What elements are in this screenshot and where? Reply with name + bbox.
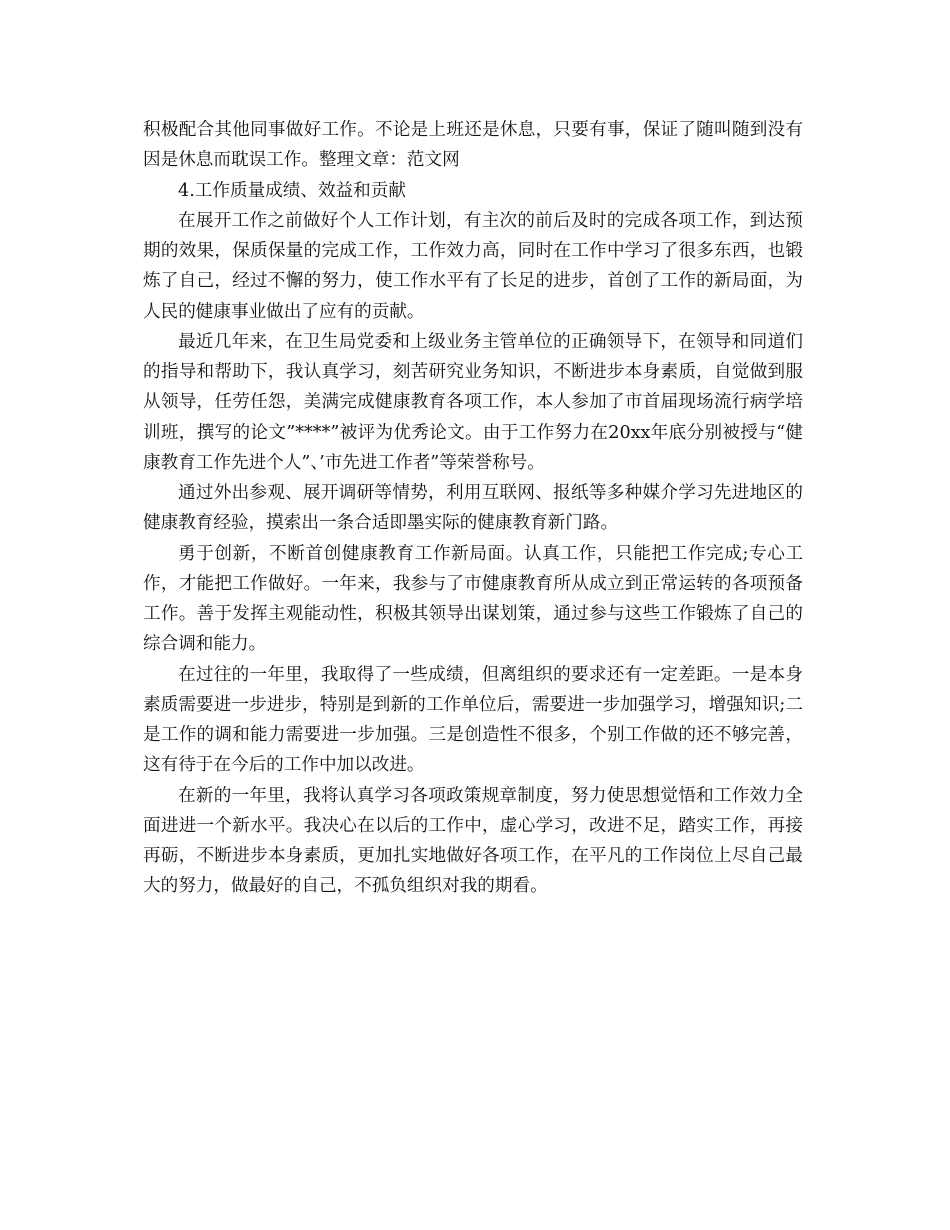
- paragraph: 通过外出参观、展开调研等情势，利用互联网、报纸等多种媒介学习先进地区的健康教育经验，摸索出一条合适即墨实际的健康教育新门路。: [143, 483, 803, 534]
- paragraph: 勇于创新，不断首创健康教育工作新局面。认真工作，只能把工作完成;专心工作，才能把工作做好。一年来，我参与了市健康教育所从成立到正常运转的各项预备工作。善于发挥主观能动性，积极其领导出谋划策，通过参与这些工作锻炼了自己的综合调和能力。: [143, 543, 803, 655]
- paragraph: 在展开工作之前做好个人工作计划，有主次的前后及时的完成各项工作，到达预期的效果，保质保量的完成工作，工作效力高，同时在工作中学习了很多东西，也锻炼了自己，经过不懈的努力，使工作水平有了长足的进步，首创了工作的新局面，为人民的健康事业做出了应有的贡献。: [143, 210, 803, 322]
- paragraph: 在过往的一年里，我取得了一些成绩，但离组织的要求还有一定差距。一是本身素质需要进一步进步，特别是到新的工作单位后，需要进一步加强学习，增强知识;二是工作的调和能力需要进一步加强。三是创造性不很多，个别工作做的还不够完善，这有待于在今后的工作中加以改进。: [143, 664, 803, 776]
- paragraph: 最近几年来，在卫生局党委和上级业务主管单位的正确领导下，在领导和同道们的指导和帮助下，我认真学习，刻苦研究业务知识，不断进步本身素质，自觉做到服从领导，任劳任怨，美满完成健康教育各项工作，本人参加了市首届现场流行病学培训班，撰写的论文”****”被评为优秀论文。由于工作努力在20xx年底分别被授与“健康教育工作先进个人”、’市先进工作者”等荣誉称号。: [143, 331, 803, 473]
- paragraph: 在新的一年里，我将认真学习各项政策规章制度，努力使思想觉悟和工作效力全面进进一个新水平。我决心在以后的工作中，虚心学习，改进不足，踏实工作，再接再砺，不断进步本身素质，更加扎实地做好各项工作，在平凡的工作岗位上尽自己最大的努力，做最好的自己，不孤负组织对我的期看。: [143, 785, 803, 897]
- paragraph-continuation: 积极配合其他同事做好工作。不论是上班还是休息，只要有事，保证了随叫随到没有因是休息而耽误工作。整理文章：范文网: [143, 120, 803, 171]
- section-heading: 4.工作质量成绩、效益和贡献: [178, 180, 406, 201]
- document-body: [143, 115, 803, 902]
